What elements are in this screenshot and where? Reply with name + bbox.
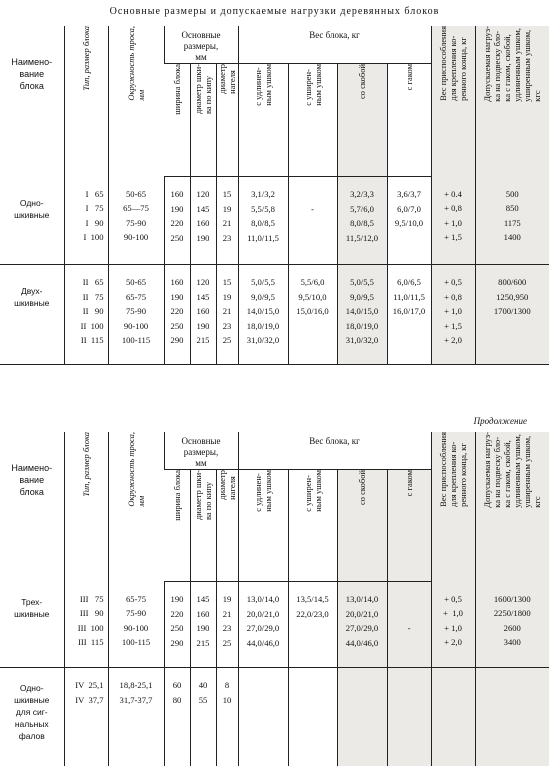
allowed-load xyxy=(476,668,549,678)
block-group-row xyxy=(0,582,549,668)
header-width: ширина блока xyxy=(164,470,190,521)
block-type: IV 25,1 IV 37,7 xyxy=(65,668,108,707)
header-weight: Вес блока, кг xyxy=(238,26,431,64)
rope-circumference: 50-65 65-75 75-90 90-100 100-115 xyxy=(109,265,164,348)
weight-wide-eye xyxy=(289,668,337,678)
header-sheave: диаметр шки- ва по кипу xyxy=(191,64,216,114)
block-group-row xyxy=(0,177,549,265)
header-weight: Вес блока, кг xyxy=(238,432,431,470)
block-width: 160 190 220 250 290 xyxy=(165,265,190,348)
allowed-load: 800/600 1250,950 1700/1300 xyxy=(476,265,549,319)
header-w-wide-eye: с уширен- ным ушком xyxy=(289,64,337,106)
weight-long-eye xyxy=(239,668,288,678)
group-name: Одно- шкивные для сиг- нальных фалов xyxy=(0,668,64,742)
blocks-table-2 xyxy=(0,432,549,766)
block-width: 190 220 250 290 xyxy=(165,582,190,650)
group-name: Одно- шкивные xyxy=(0,177,64,221)
continuation-label: Продолжение xyxy=(474,416,527,426)
header-w-hook: с гаком xyxy=(388,470,431,496)
group-name: Трех- шкивные xyxy=(0,582,64,620)
allowed-load: 500 850 1175 1400 xyxy=(476,177,549,245)
header-w-shackle: со скобой xyxy=(338,64,387,99)
group-name: Двух- шкивные xyxy=(0,265,64,309)
weight-long-eye: 13,0/14,0 20,0/21,0 27,0/29,0 44,0/46,0 xyxy=(239,582,288,650)
sheave-diameter: 120 145 160 190 xyxy=(191,177,216,245)
weight-hook: 6,0/6,5 11,0/11,5 16,0/17,0 xyxy=(388,265,431,319)
weight-wide-eye: 5,5/6,0 9,5/10,0 15,0/16,0 xyxy=(289,265,337,319)
fixture-weight: + 0,5 + 1,0 + 1,0 + 2,0 xyxy=(432,582,475,650)
header-w-long-eye: с удлинен- ным ушком xyxy=(239,470,288,512)
weight-hook: - xyxy=(388,582,431,636)
header-name: Наимено- вание блока xyxy=(0,26,64,177)
header-rope: Окружность троса, мм xyxy=(109,26,164,101)
header-type: Тип, размер блока xyxy=(65,432,108,497)
pin-diameter: 8 10 xyxy=(217,668,238,707)
header-width: ширина блока xyxy=(164,64,190,115)
block-group-row xyxy=(0,265,549,365)
sheave-diameter: 40 55 xyxy=(191,668,216,707)
header-w-wide-eye: с уширен- ным ушком xyxy=(289,470,337,512)
weight-hook xyxy=(388,668,431,678)
header-pin: диаметр нагеля xyxy=(217,64,238,94)
weight-hook: 3,6/3,7 6,0/7,0 9,5/10,0 xyxy=(388,177,431,231)
header-fix-weight: Вес приспособления для крепления ко- ренного конца, кг xyxy=(432,432,475,507)
block-type: II 65 II 75 II 90 II 100 II 115 xyxy=(65,265,108,348)
sheave-diameter: 145 160 190 215 xyxy=(191,582,216,650)
header-allowed-load: Допускаемая нагруз- ка на подвеску бло- ка с гаком, скобой, удлиненным ушком, уширенным ушком, кгс xyxy=(476,26,549,102)
header-allowed-load: Допускаемая нагруз- ка на подвеску бло- ка с гаком, скобой, удлиненным ушком, уширенным ушком, кгс xyxy=(476,432,549,508)
header-main-dims: Основные размеры, мм xyxy=(164,26,238,64)
header-w-shackle: со скобой xyxy=(338,470,387,505)
weight-shackle: 3,2/3,3 5,7/6,0 8,0/8,5 11,5/12,0 xyxy=(338,177,387,245)
fixture-weight: + 0.4 + 0,8 + 1,0 + 1,5 xyxy=(432,177,475,245)
allowed-load: 1600/1300 2250/1800 2600 3400 xyxy=(476,582,549,650)
rope-circumference: 65-75 75-90 90-100 100-115 xyxy=(109,582,164,650)
header-rope: Окружность троса, мм xyxy=(109,432,164,507)
fixture-weight: + 0,5 + 0,8 + 1,0 + 1,5 + 2,0 xyxy=(432,265,475,348)
rope-circumference: 18,8-25,1 31,7-37,7 xyxy=(109,668,164,707)
header-main-dims: Основные размеры, мм xyxy=(164,432,238,470)
block-width: 160 190 220 250 xyxy=(165,177,190,245)
header-name: Наимено- вание блока xyxy=(0,432,64,582)
blocks-table-1 xyxy=(0,26,549,365)
weight-long-eye: 3,1/3,2 5,5/5,8 8,0/8,5 11,0/11,5 xyxy=(239,177,288,245)
weight-shackle: 13,0/14,0 20,0/21,0 27,0/29,0 44,0/46,0 xyxy=(338,582,387,650)
weight-shackle xyxy=(338,668,387,678)
header-w-long-eye: с удлинен- ным ушком xyxy=(239,64,288,106)
header-fix-weight: Вес приспособления для крепления ко- ренного конца, кг xyxy=(432,26,475,101)
weight-shackle: 5,0/5,5 9,0/9,5 14,0/15,0 18,0/19,0 31,0/32,0 xyxy=(338,265,387,348)
header-w-hook: с гаком xyxy=(388,64,431,90)
weight-long-eye: 5,0/5,5 9,0/9,5 14,0/15,0 18,0/19,0 31,0/32,0 xyxy=(239,265,288,348)
block-type: I 65 I 75 I 90 I 100 xyxy=(65,177,108,245)
rope-circumference: 50-65 65—75 75-90 90-100 xyxy=(109,177,164,245)
pin-diameter: 19 21 23 25 xyxy=(217,582,238,650)
block-width: 60 80 xyxy=(165,668,190,707)
sheave-diameter: 120 145 160 190 215 xyxy=(191,265,216,348)
page-title: Основные размеры и допускаемые нагрузки деревянных блоков xyxy=(0,6,549,17)
header-sheave: диаметр шки- ва по кипу xyxy=(191,470,216,520)
weight-wide-eye: - xyxy=(289,177,337,216)
header-type: Тип, размер блока xyxy=(65,26,108,91)
header-pin: диаметр нагеля xyxy=(217,470,238,500)
pin-diameter: 15 19 21 23 xyxy=(217,177,238,245)
weight-wide-eye: 13,5/14,5 22,0/23,0 xyxy=(289,582,337,621)
pin-diameter: 15 19 21 23 25 xyxy=(217,265,238,348)
block-group-row xyxy=(0,668,549,766)
fixture-weight xyxy=(432,668,475,678)
block-type: III 75 III 90 III 100 III 115 xyxy=(65,582,108,650)
